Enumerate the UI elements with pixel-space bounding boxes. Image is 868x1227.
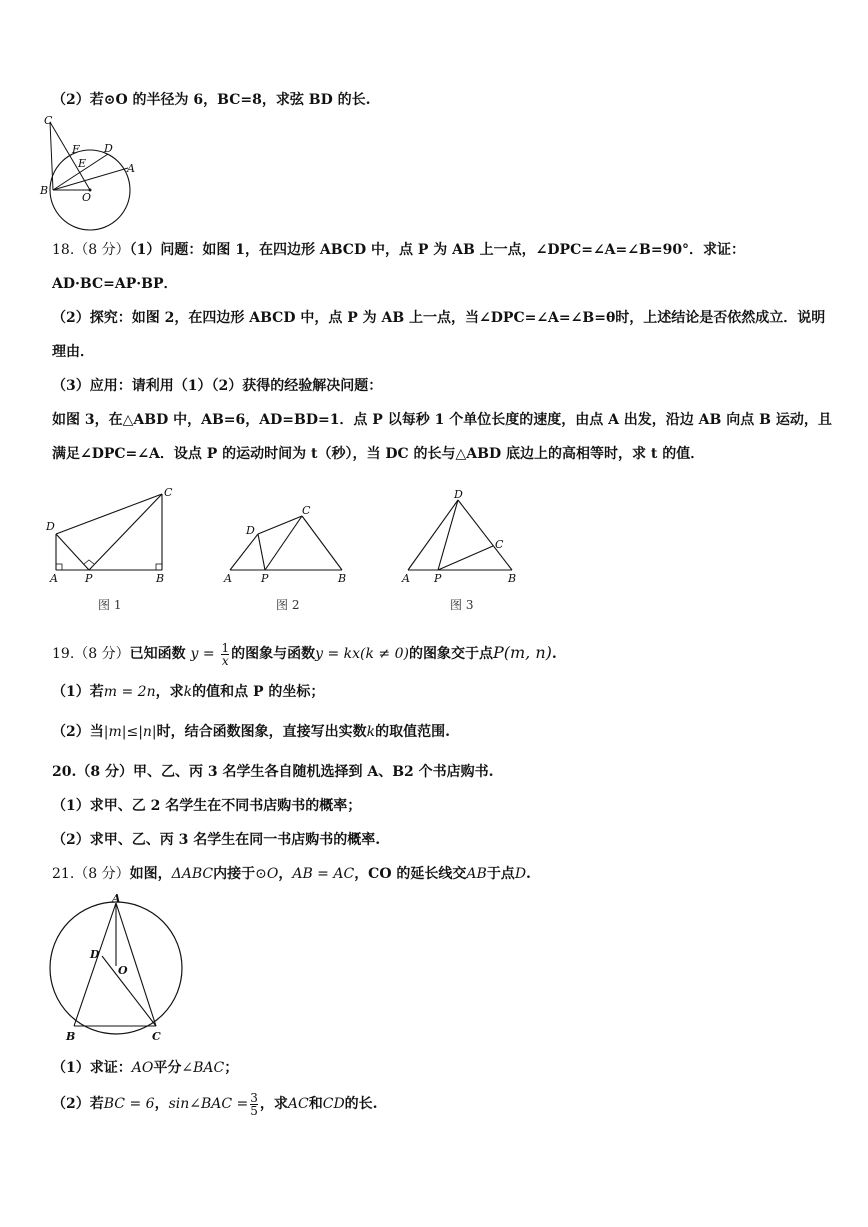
svg-text:C: C [164,486,173,499]
svg-text:P: P [261,572,269,585]
q18-figure-2 [218,484,358,614]
svg-text:D: D [246,524,255,537]
q19-line1: 19.（8 分）已知函数 y = $\frac{1}{x}$ 的图象与函数y = kx(k ≠ 0)的图象交于点P(m, n). [52,640,557,668]
svg-text:C: C [495,538,504,551]
fig2-caption: 图 2 [276,598,300,612]
q21-figure [44,894,194,1044]
svg-text:B: B [66,1030,76,1043]
svg-text:A: A [50,572,58,585]
q19-part1: （1）若m = 2n，求k的值和点 P 的坐标； [52,684,325,700]
q18-figure-1 [42,484,182,614]
q18-line6: 如图 3，在△ABD 中，AB=6，AD=BD=1．点 P 以每秒 1 个单位长度的速度，由点 A 出发，沿边 AB 向点 B 运动，且 [52,412,832,428]
fig17-label-f: F [72,143,80,156]
q19-number: 19.（8 分） [52,646,130,662]
q17-figure [38,112,138,232]
q21-part1: （1）求证：AO平分∠BAC； [52,1060,239,1076]
q18-line4: 理由． [52,344,94,360]
q19-part2: （2）当|m|≤|n|时，结合函数图象，直接写出实数k的取值范围. [52,724,450,740]
svg-text:D: D [90,948,100,961]
q21-line1: 21.（8 分）如图，ΔABC内接于⊙O，AB = AC，CO 的延长线交AB于点D. [52,866,531,882]
svg-text:A: A [112,894,121,905]
q21-number: 21.（8 分） [52,866,130,882]
svg-text:C: C [152,1030,161,1043]
q19-fraction: $\frac{1}{x}$ [221,640,230,668]
q18-line5: （3）应用：请利用（1）（2）获得的经验解决问题： [52,378,383,394]
svg-text:B: B [338,572,347,585]
svg-text:B: B [508,572,517,585]
q18-line1: 18.（8 分）（1）问题：如图 1，在四边形 ABCD 中，点 P 为 AB 上一点，∠DPC=∠A=∠B=90°．求证： [52,242,746,258]
q18-figure-3 [396,484,536,614]
q18-line7: 满足∠DPC=∠A．设点 P 的运动时间为 t（秒），当 DC 的长与△ABD 底边上的高相等时，求 t 的值． [52,446,705,462]
q21-fraction: $\frac{3}{5}$ [250,1090,258,1118]
q21-part2: （2）若BC = 6，sin∠BAC = $\frac{3}{5}$ ，求AC和CD的长. [52,1090,378,1118]
q17-part2: （2）若⊙O 的半径为 6，BC=8，求弦 BD 的长. [52,92,371,108]
q20-line1: 20.（8 分）甲、乙、丙 3 名学生各自随机选择到 A、B2 个书店购书. [52,764,494,780]
svg-text:A: A [224,572,232,585]
svg-text:A: A [402,572,410,585]
fig17-label-o: O [82,191,92,204]
q18-number: 18.（8 分） [52,242,130,258]
q18-line3: （2）探究：如图 2，在四边形 ABCD 中，点 P 为 AB 上一点，当∠DPC=∠A=∠B=θ时，上述结论是否依然成立．说明 [52,310,826,326]
svg-text:O: O [118,964,128,977]
fig17-label-a: A [127,162,135,175]
fig17-label-e: E [78,157,87,170]
fig17-label-b: B [40,184,49,197]
fig17-label-c: C [44,114,53,127]
svg-text:P: P [85,572,93,585]
q20-line2: （1）求甲、乙 2 名学生在不同书店购书的概率； [52,798,362,814]
svg-text:B: B [156,572,165,585]
q18-line2: AD·BC=AP·BP． [52,276,178,292]
svg-text:D: D [46,520,55,533]
svg-text:P: P [434,572,442,585]
fig17-label-d: D [104,142,113,155]
fig3-caption: 图 3 [450,598,474,612]
fig1-caption: 图 1 [98,598,122,612]
q20-line3: （2）求甲、乙、丙 3 名学生在同一书店购书的概率. [52,832,381,848]
svg-text:D: D [454,488,463,501]
svg-text:C: C [302,504,311,517]
